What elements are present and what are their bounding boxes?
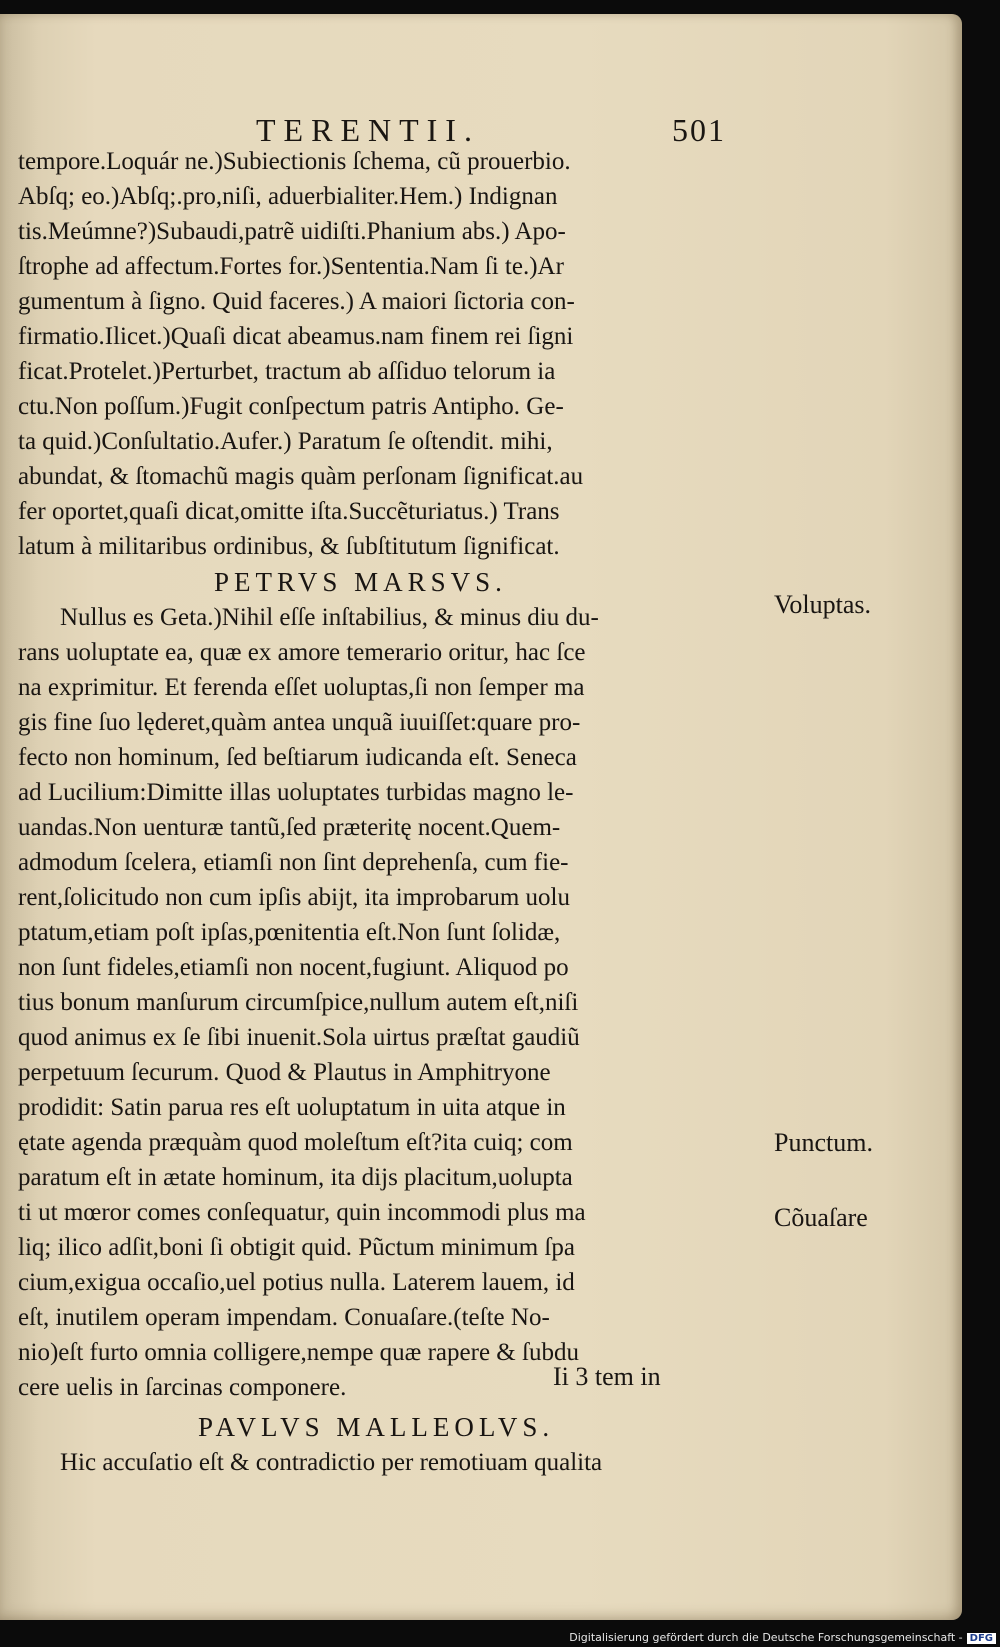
commentary-block-3: [18, 1445, 778, 1480]
text-line: abundat, & ſtomachũ magis quàm perſonam ſignificat.au: [18, 463, 584, 490]
text-line: ptatum,etiam poſt ipſas,pœnitentia eſt.Non ſunt ſolidæ,: [18, 919, 561, 946]
text-line: tius bonum manſurum circumſpice,nullum autem eſt,niſi: [18, 989, 579, 1016]
commentary-block-2: [18, 600, 778, 1405]
text-line: cere uelis in ſarcinas componere.: [18, 1374, 347, 1401]
commentary-block-1: [18, 144, 778, 564]
text-line: fecto non hominum, ſed beſtiarum iudicanda eſt. Seneca: [18, 744, 577, 771]
text-line: liq; ilico adſit,boni ſi obtigit quid. Pũctum minimum ſpa: [18, 1234, 575, 1261]
text-line: fer oportet,quaſi dicat,omitte iſta.Succẽturiatus.) Trans: [18, 498, 560, 525]
text-line: perpetuum ſecurum. Quod & Plautus in Amphitryone: [18, 1059, 551, 1086]
section-heading-paulus-malleolus: PAVLVS MALLEOLVS.: [198, 1412, 555, 1442]
running-head: TERENTII.: [256, 112, 480, 148]
text-line: ctu.Non poſſum.)Fugit conſpectum patris Antipho. Ge-: [18, 393, 564, 420]
text-line: nio)eſt furto omnia colligere,nempe quæ rapere & ſubdu: [18, 1339, 579, 1366]
text-line: ętate agenda præquàm quod moleſtum eſt?ita cuiq; com: [18, 1129, 573, 1156]
margin-note-punctum: Punctum.: [774, 1128, 873, 1157]
text-line: tempore.Loquár ne.)Subiectionis ſchema, cũ prouerbio.: [18, 148, 571, 175]
margin-note-conuasare: Cõuaſare: [774, 1203, 868, 1232]
text-line: eſt, inutilem operam impendam. Conuaſare.(teſte No-: [18, 1304, 550, 1331]
text-line: Nullus es Geta.)Nihil eſſe inſtabilius, & minus diu du-: [60, 604, 599, 631]
text-line: ficat.Protelet.)Perturbet, tractum ab aſſiduo telorum ia: [18, 358, 556, 385]
page-number: 501: [672, 112, 726, 148]
text-line: admodum ſcelera, etiamſi non ſint deprehenſa, cum fie-: [18, 849, 569, 876]
text-line: na exprimitur. Et ferenda eſſet uoluptas,ſi non ſemper ma: [18, 674, 585, 701]
text-block: [18, 144, 778, 1480]
text-line: ad Lucilium:Dimitte illas uoluptates turbidas magno le-: [18, 779, 574, 806]
section-heading-petrus-marsus: PETRVS MARSVS.: [214, 567, 507, 597]
text-line: quod animus ex ſe ſibi inuenit.Sola uirtus præſtat gaudiũ: [18, 1024, 580, 1051]
dfg-logo-icon: DFG: [967, 1633, 996, 1644]
text-line: ſtrophe ad affectum.Fortes for.)Sententia.Nam ſi te.)Ar: [18, 253, 564, 280]
text-line: Abſq; eo.)Abſq;.pro,niſi, aduerbialiter.Hem.) Indignan: [18, 183, 558, 210]
text-line: latum à militaribus ordinibus, & ſubſtitutum ſignificat.: [18, 533, 560, 560]
text-line: gis fine ſuo lęderet,quàm antea unquã iuuiſſet:quare pro-: [18, 709, 581, 736]
footer-text: Digitalisierung gefördert durch die Deutsche Forschungsgemeinschaft -: [569, 1631, 963, 1644]
text-line: paratum eſt in ætate hominum, ita dijs placitum,uolupta: [18, 1164, 573, 1191]
text-line: cium,exigua occaſio,uel potius nulla. Laterem lauem, id: [18, 1269, 575, 1296]
text-line: firmatio.Ilicet.)Quaſi dicat abeamus.nam finem rei ſigni: [18, 323, 574, 350]
text-line: gumentum à ſigno. Quid faceres.) A maiori ſictoria con-: [18, 288, 575, 315]
text-line: tis.Meúmne?)Subaudi,patrẽ uidiſti.Phanium abs.) Apo-: [18, 218, 566, 245]
text-line: Hic accuſatio eſt & contradictio per remotiuam qualita: [60, 1449, 603, 1476]
text-line: non ſunt fideles,etiamſi non nocent,fugiunt. Aliquod po: [18, 954, 569, 981]
text-line: rans uoluptate ea, quæ ex amore temerario oritur, hac ſce: [18, 639, 586, 666]
digitization-footer: [569, 1631, 996, 1644]
text-line: prodidit: Satin parua res eſt uoluptatum in uita atque in: [18, 1094, 566, 1121]
catchwords: Ii 3 tem in: [553, 1362, 661, 1391]
margin-note-voluptas: Voluptas.: [774, 590, 872, 619]
text-line: ti ut mœror comes conſequatur, quin incommodi plus ma: [18, 1199, 586, 1226]
text-line: ta quid.)Conſultatio.Aufer.) Paratum ſe oſtendit. mihi,: [18, 428, 553, 455]
text-line: rent,ſolicitudo non cum ipſis abijt, ita improbarum uolu: [18, 884, 571, 911]
text-line: uandas.Non uenturæ tantũ,ſed præteritę nocent.Quem-: [18, 814, 561, 841]
